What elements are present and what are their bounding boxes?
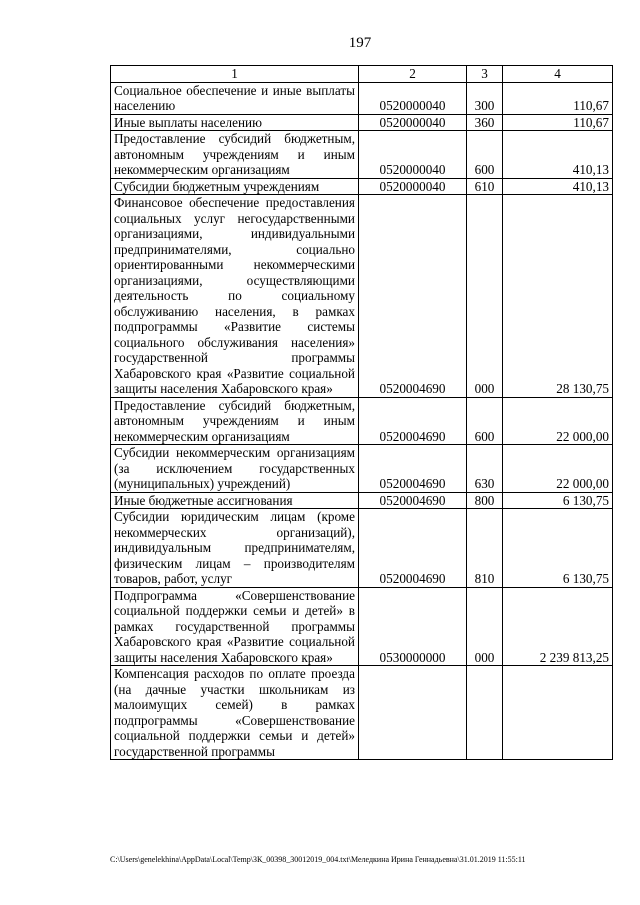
row-amount: 6 130,75 bbox=[503, 509, 613, 588]
row-amount: 6 130,75 bbox=[503, 492, 613, 509]
row-code: 0520004690 bbox=[359, 509, 467, 588]
table-row bbox=[111, 178, 613, 195]
page-number: 197 bbox=[348, 35, 372, 51]
row-name: Подпрограмма «Совершенствование социальной поддержки семьи и детей» в рамках государственной программы Хабаровского края «Развитие социальной защиты населения Хабаровского края» bbox=[111, 587, 359, 666]
row-type: 000 bbox=[467, 195, 503, 398]
row-amount: 28 130,75 bbox=[503, 195, 613, 398]
budget-table bbox=[110, 65, 613, 760]
table-row bbox=[111, 82, 613, 114]
table-row bbox=[111, 397, 613, 445]
table-row bbox=[111, 587, 613, 666]
row-amount: 22 000,00 bbox=[503, 397, 613, 445]
table-row bbox=[111, 445, 613, 493]
table-row bbox=[111, 195, 613, 398]
row-name: Субсидии некоммерческим организациям (за исключением государственных (муниципальных) учреждений) bbox=[111, 445, 359, 493]
row-type: 360 bbox=[467, 114, 503, 131]
row-amount: 410,13 bbox=[503, 131, 613, 179]
row-type: 810 bbox=[467, 509, 503, 588]
row-amount: 22 000,00 bbox=[503, 445, 613, 493]
row-amount: 410,13 bbox=[503, 178, 613, 195]
column-header-code: 2 bbox=[359, 66, 467, 83]
row-code bbox=[359, 666, 467, 760]
row-code: 0520000040 bbox=[359, 178, 467, 195]
row-code: 0520004690 bbox=[359, 492, 467, 509]
row-code: 0520004690 bbox=[359, 195, 467, 398]
row-type: 630 bbox=[467, 445, 503, 493]
table-row bbox=[111, 509, 613, 588]
footer-file-path: C:\Users\genelekhina\AppData\Local\Temp\ЗК_00398_30012019_004.txt\Меледкина Ирина Геннадьевна\31.01.2019 11:55:11 bbox=[110, 855, 526, 864]
row-name: Иные бюджетные ассигнования bbox=[111, 492, 359, 509]
table-row bbox=[111, 131, 613, 179]
row-name: Предоставление субсидий бюджетным, автономным учреждениям и иным некоммерческим организациям bbox=[111, 131, 359, 179]
row-code: 0520000040 bbox=[359, 82, 467, 114]
table-row bbox=[111, 666, 613, 760]
column-header-name: 1 bbox=[111, 66, 359, 83]
row-code: 0520004690 bbox=[359, 445, 467, 493]
row-name: Социальное обеспечение и иные выплаты населению bbox=[111, 82, 359, 114]
row-code: 0520000040 bbox=[359, 131, 467, 179]
row-type: 000 bbox=[467, 587, 503, 666]
row-type: 610 bbox=[467, 178, 503, 195]
column-header-type: 3 bbox=[467, 66, 503, 83]
row-name: Компенсация расходов по оплате проезда (на дачные участки школьникам из малоимущих семей) в рамках подпрограммы «Совершенствование социальной поддержки семьи и детей» государственной программы bbox=[111, 666, 359, 760]
row-name: Предоставление субсидий бюджетным, автономным учреждениям и иным некоммерческим организациям bbox=[111, 397, 359, 445]
table-header-row bbox=[111, 66, 613, 83]
row-type bbox=[467, 666, 503, 760]
row-type: 800 bbox=[467, 492, 503, 509]
row-amount: 110,67 bbox=[503, 82, 613, 114]
row-name: Иные выплаты населению bbox=[111, 114, 359, 131]
row-code: 0520000040 bbox=[359, 114, 467, 131]
row-name: Субсидии юридическим лицам (кроме некоммерческих организаций), индивидуальным предпринимателям, физическим лицам – производителям товаров, работ, услуг bbox=[111, 509, 359, 588]
column-header-amount: 4 bbox=[503, 66, 613, 83]
row-amount bbox=[503, 666, 613, 760]
row-name: Субсидии бюджетным учреждениям bbox=[111, 178, 359, 195]
row-code: 0520004690 bbox=[359, 397, 467, 445]
row-code: 0530000000 bbox=[359, 587, 467, 666]
table-row bbox=[111, 114, 613, 131]
table-row bbox=[111, 492, 613, 509]
row-amount: 2 239 813,25 bbox=[503, 587, 613, 666]
row-type: 600 bbox=[467, 131, 503, 179]
row-amount: 110,67 bbox=[503, 114, 613, 131]
row-type: 300 bbox=[467, 82, 503, 114]
row-type: 600 bbox=[467, 397, 503, 445]
row-name: Финансовое обеспечение предоставления социальных услуг негосударственными организациями, индивидуальными предпринимателями, социально ориентированными некоммерческими организациями, осуществляющими деятельность по социальному обслуживанию населения, в рамках подпрограммы «Развитие системы социального обслуживания населения» государственной программы Хабаровского края «Развитие социальной защиты населения Хабаровского края» bbox=[111, 195, 359, 398]
